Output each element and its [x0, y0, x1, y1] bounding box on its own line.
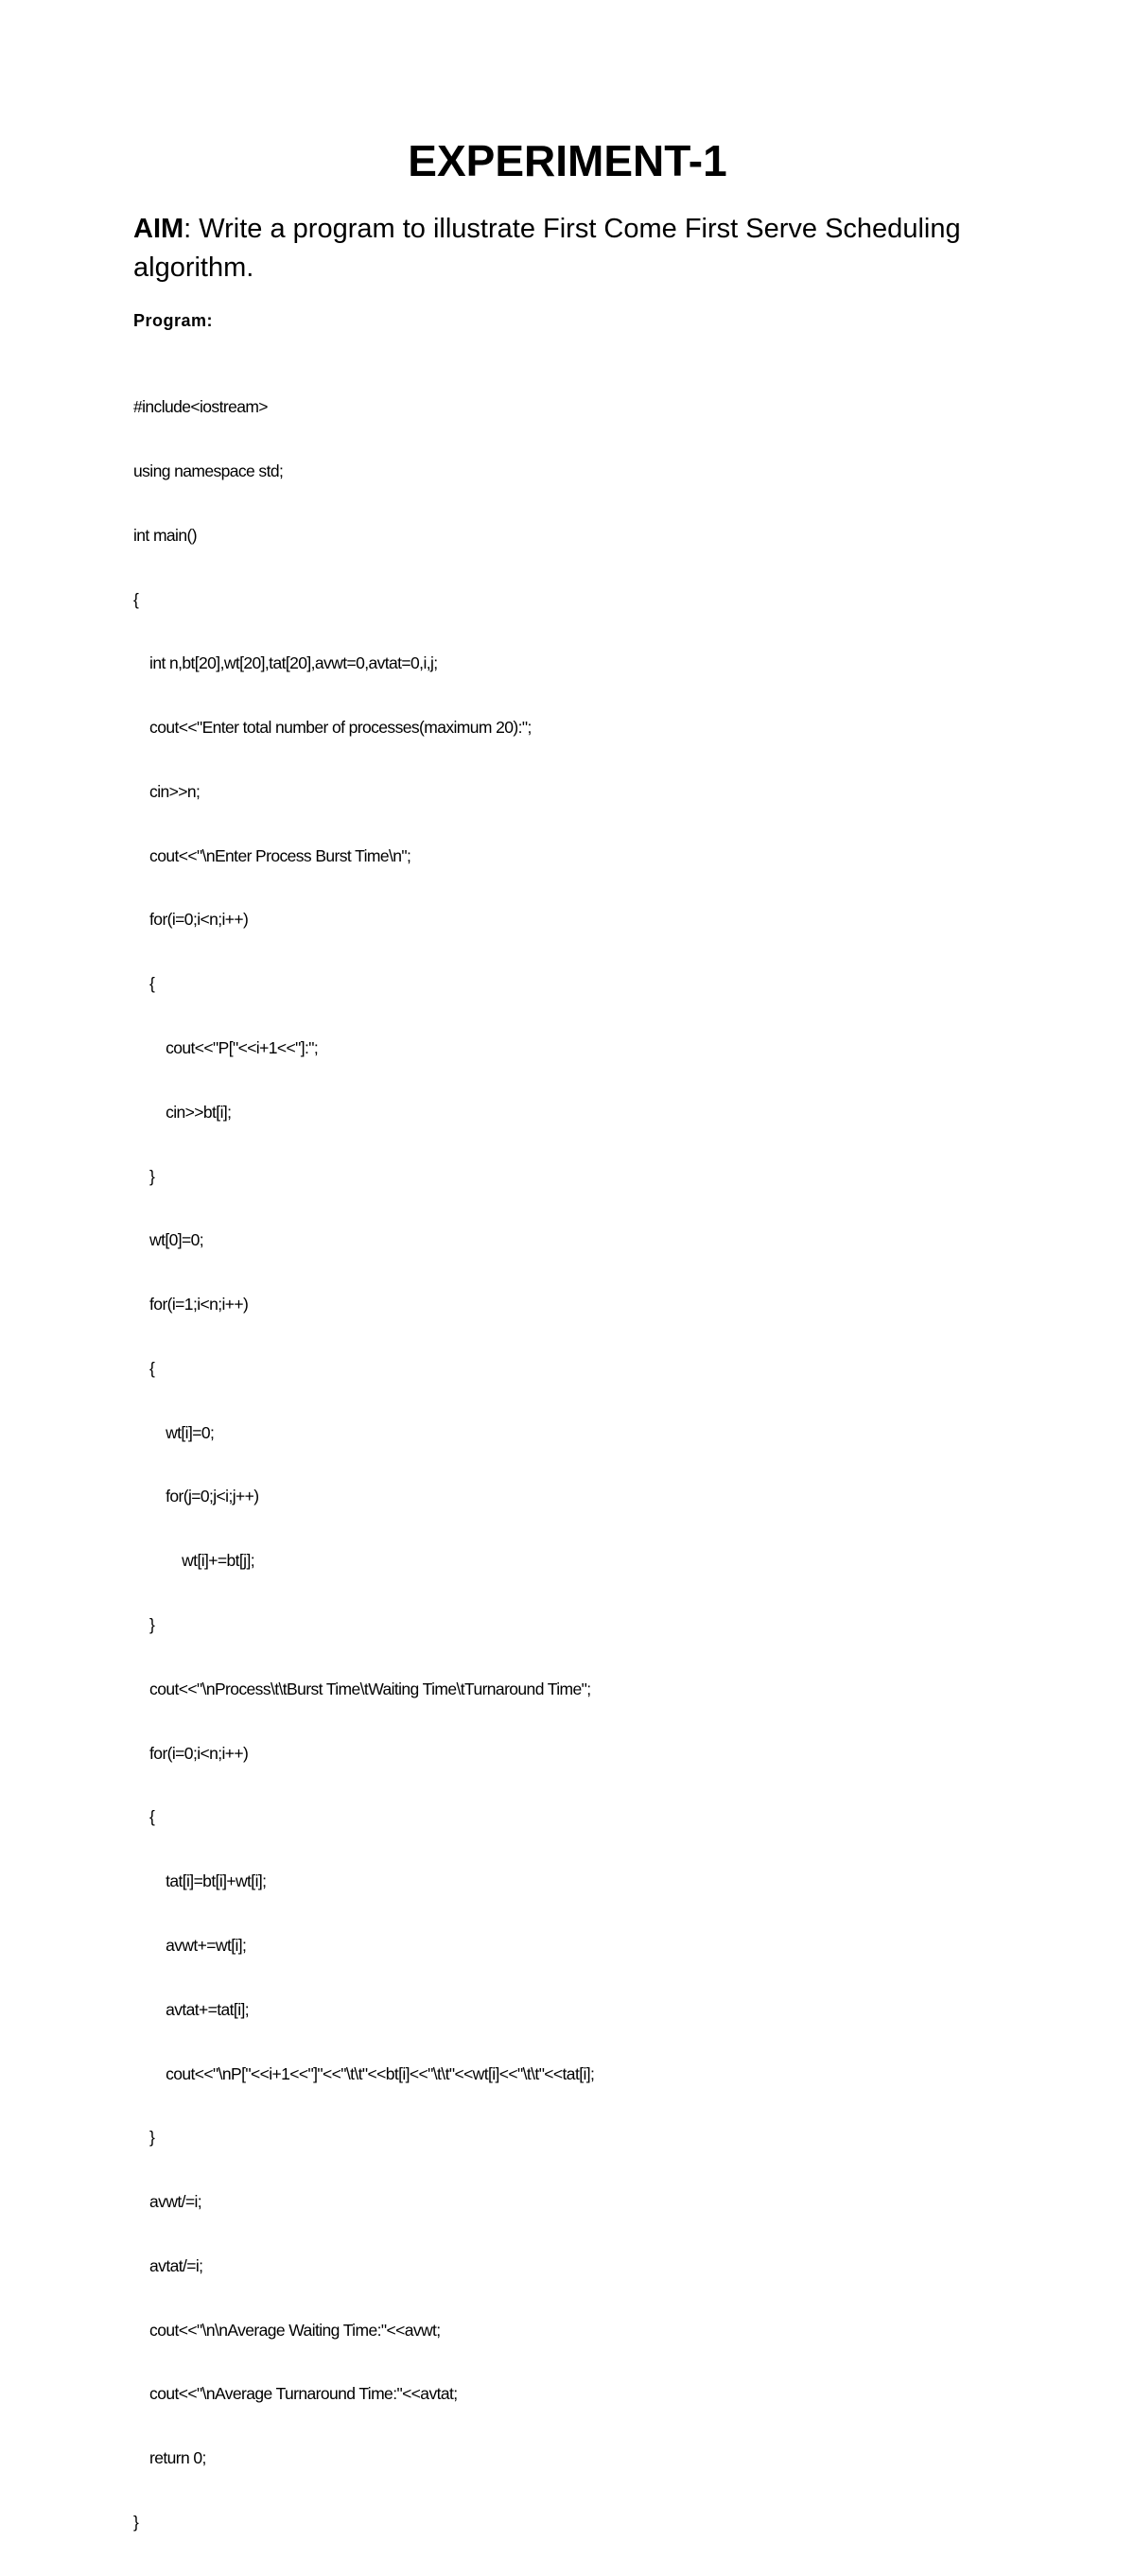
code-line: cin>>bt[i]; — [133, 1102, 232, 1122]
code-line: return 0; — [133, 2448, 206, 2468]
code-block — [133, 354, 985, 2576]
page-title: EXPERIMENT-1 — [408, 136, 727, 185]
aim-separator: : — [183, 214, 200, 244]
code-line: for(i=0;i<n;i++) — [133, 1743, 249, 1763]
code-line: avwt+=wt[i]; — [133, 1935, 247, 1955]
code-line: avwt/=i; — [133, 2192, 202, 2212]
code-line: { — [133, 974, 155, 994]
code-line: #include<iostream> — [133, 397, 268, 417]
code-line: wt[0]=0; — [133, 1230, 204, 1250]
code-line: cout<<"\nEnter Process Burst Time\n"; — [133, 845, 411, 865]
code-line: int main() — [133, 525, 197, 545]
aim-label: AIM — [133, 214, 184, 244]
code-line: cin>>n; — [133, 781, 201, 801]
code-line: cout<<"Enter total number of processes(maximum 20):"; — [133, 718, 532, 738]
code-line: } — [133, 1166, 155, 1186]
code-line: using namespace std; — [133, 461, 284, 480]
code-line: } — [133, 2128, 155, 2148]
code-line: wt[i]+=bt[j]; — [133, 1551, 254, 1571]
aim-paragraph — [133, 210, 1041, 287]
code-line: } — [133, 2512, 139, 2532]
code-line: { — [133, 589, 139, 609]
aim-text: Write a program to illustrate First Come First Serve Scheduling algorithm. — [133, 214, 961, 283]
code-line: { — [133, 1807, 155, 1827]
code-line: avtat+=tat[i]; — [133, 1999, 250, 2019]
code-line: tat[i]=bt[i]+wt[i]; — [133, 1871, 267, 1891]
code-line: cout<<"\nProcess\t\tBurst Time\tWaiting Time\tTurnaround Time"; — [133, 1679, 591, 1698]
code-line: wt[i]=0; — [133, 1422, 215, 1442]
code-line: cout<<"P["<<i+1<<"]:"; — [133, 1038, 319, 1057]
code-line: int n,bt[20],wt[20],tat[20],avwt=0,avtat=0,i,j; — [133, 653, 438, 673]
code-line: for(j=0;j<i;j++) — [133, 1487, 259, 1506]
code-line: cout<<"\nP["<<i+1<<"]"<<"\t\t"<<bt[i]<<"\t\t"<<wt[i]<<"\t\t"<<tat[i]; — [133, 2063, 595, 2083]
code-line: avtat/=i; — [133, 2255, 203, 2275]
code-line: for(i=1;i<n;i++) — [133, 1295, 249, 1314]
code-line: cout<<"\n\nAverage Waiting Time:"<<avwt; — [133, 2320, 441, 2340]
code-line: { — [133, 1358, 155, 1378]
code-line: cout<<"\nAverage Turnaround Time:"<<avtat; — [133, 2384, 458, 2404]
code-line: for(i=0;i<n;i++) — [133, 910, 249, 930]
program-label: Program: — [133, 311, 214, 330]
code-line: } — [133, 1615, 155, 1635]
